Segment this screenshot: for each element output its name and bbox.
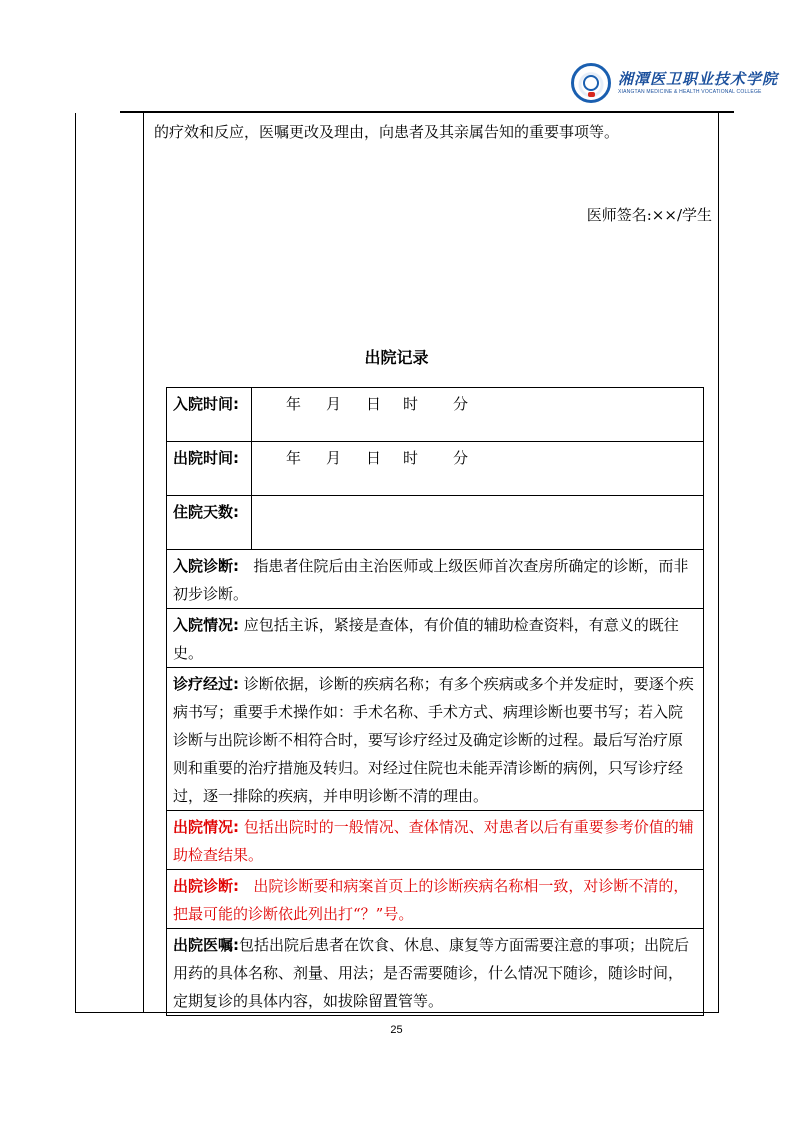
discharge-condition-cell (167, 811, 704, 870)
treatment-course-text: 诊断依据，诊断的疾病名称；有多个疾病或多个并发症时，要逐个疾病书写；重要手术操作如：手术名称、手术方式、病理诊断也要书写；若入院诊断与出院诊断不相符合时，要写诊疗经过及确定诊断的过程。最后写治疗原则和重要的治疗措施及转归。对经过住院也未能弄清诊断的病例，只写诊疗经过，逐一排除的疾病，并申明诊断不清的理由。 (173, 675, 694, 805)
discharge-diagnosis-cell (167, 870, 704, 929)
record-title: 出院记录 (364, 348, 429, 367)
treatment-course-label: 诊疗经过: (173, 675, 239, 693)
discharge-orders-label: 出院医嘱: (173, 936, 239, 954)
admission-diagnosis-label: 入院诊断: (173, 557, 239, 575)
admission-diagnosis-cell (167, 550, 704, 609)
continued-text: 的疗效和反应，医嘱更改及理由，向患者及其亲属告知的重要事项等。 (154, 123, 620, 141)
table-row (167, 929, 704, 1016)
physician-signature: 医师签名:××/学生 (586, 206, 712, 224)
table-row (167, 609, 704, 668)
discharge-orders-cell (167, 929, 704, 1016)
table-row (167, 550, 704, 609)
treatment-course-cell (167, 668, 704, 811)
admission-time-value: 年 月 日 时 分 (252, 388, 704, 442)
stay-days-label: 住院天数: (167, 496, 252, 550)
admission-diagnosis-text: 指患者住院后由主治医师或上级医师首次查房所确定的诊断，而非初步诊断。 (173, 557, 689, 603)
outer-right-border (718, 113, 719, 1013)
discharge-condition-text: 包括出院时的一般情况、查体情况、对患者以后有重要参考价值的辅助检查结果。 (173, 818, 694, 864)
table-row (167, 668, 704, 811)
discharge-orders-text: 包括出院后患者在饮食、休息、康复等方面需要注意的事项；出院后用药的具体名称、剂量、用法；是否需要随诊，什么情况下随诊，随诊时间，定期复诊的具体内容，如拔除留置管等。 (173, 936, 690, 1010)
discharge-time-value: 年 月 日 时 分 (252, 442, 704, 496)
stay-days-value (252, 496, 704, 550)
discharge-condition-label: 出院情况: (173, 818, 239, 836)
page-number: 25 (390, 1024, 403, 1036)
admission-condition-label: 入院情况: (173, 616, 239, 634)
college-logo (571, 63, 778, 103)
table-row (167, 442, 704, 496)
table-row (167, 388, 704, 442)
discharge-time-label: 出院时间: (167, 442, 252, 496)
discharge-record-table (166, 387, 704, 1016)
outer-left-border (75, 113, 76, 1013)
admission-condition-text: 应包括主诉，紧接是查体，有价值的辅助检查资料，有意义的既往史。 (173, 616, 679, 662)
table-row (167, 811, 704, 870)
discharge-diagnosis-text: 出院诊断要和病案首页上的诊断疾病名称相一致，对诊断不清的，把最可能的诊断依此列出打“？”号。 (173, 877, 689, 923)
discharge-diagnosis-label: 出院诊断: (173, 877, 239, 895)
admission-time-label: 入院时间: (167, 388, 252, 442)
college-seal-icon (571, 63, 611, 103)
admission-condition-cell (167, 609, 704, 668)
inner-left-border (143, 113, 144, 1013)
table-row (167, 870, 704, 929)
college-name-cn: 湘潭医卫职业技术学院 (618, 70, 779, 88)
college-name-en: XIANGTAN MEDICINE & HEALTH VOCATIONAL COLLEGE (618, 89, 762, 95)
header-rule (120, 111, 734, 113)
table-row (167, 496, 704, 550)
